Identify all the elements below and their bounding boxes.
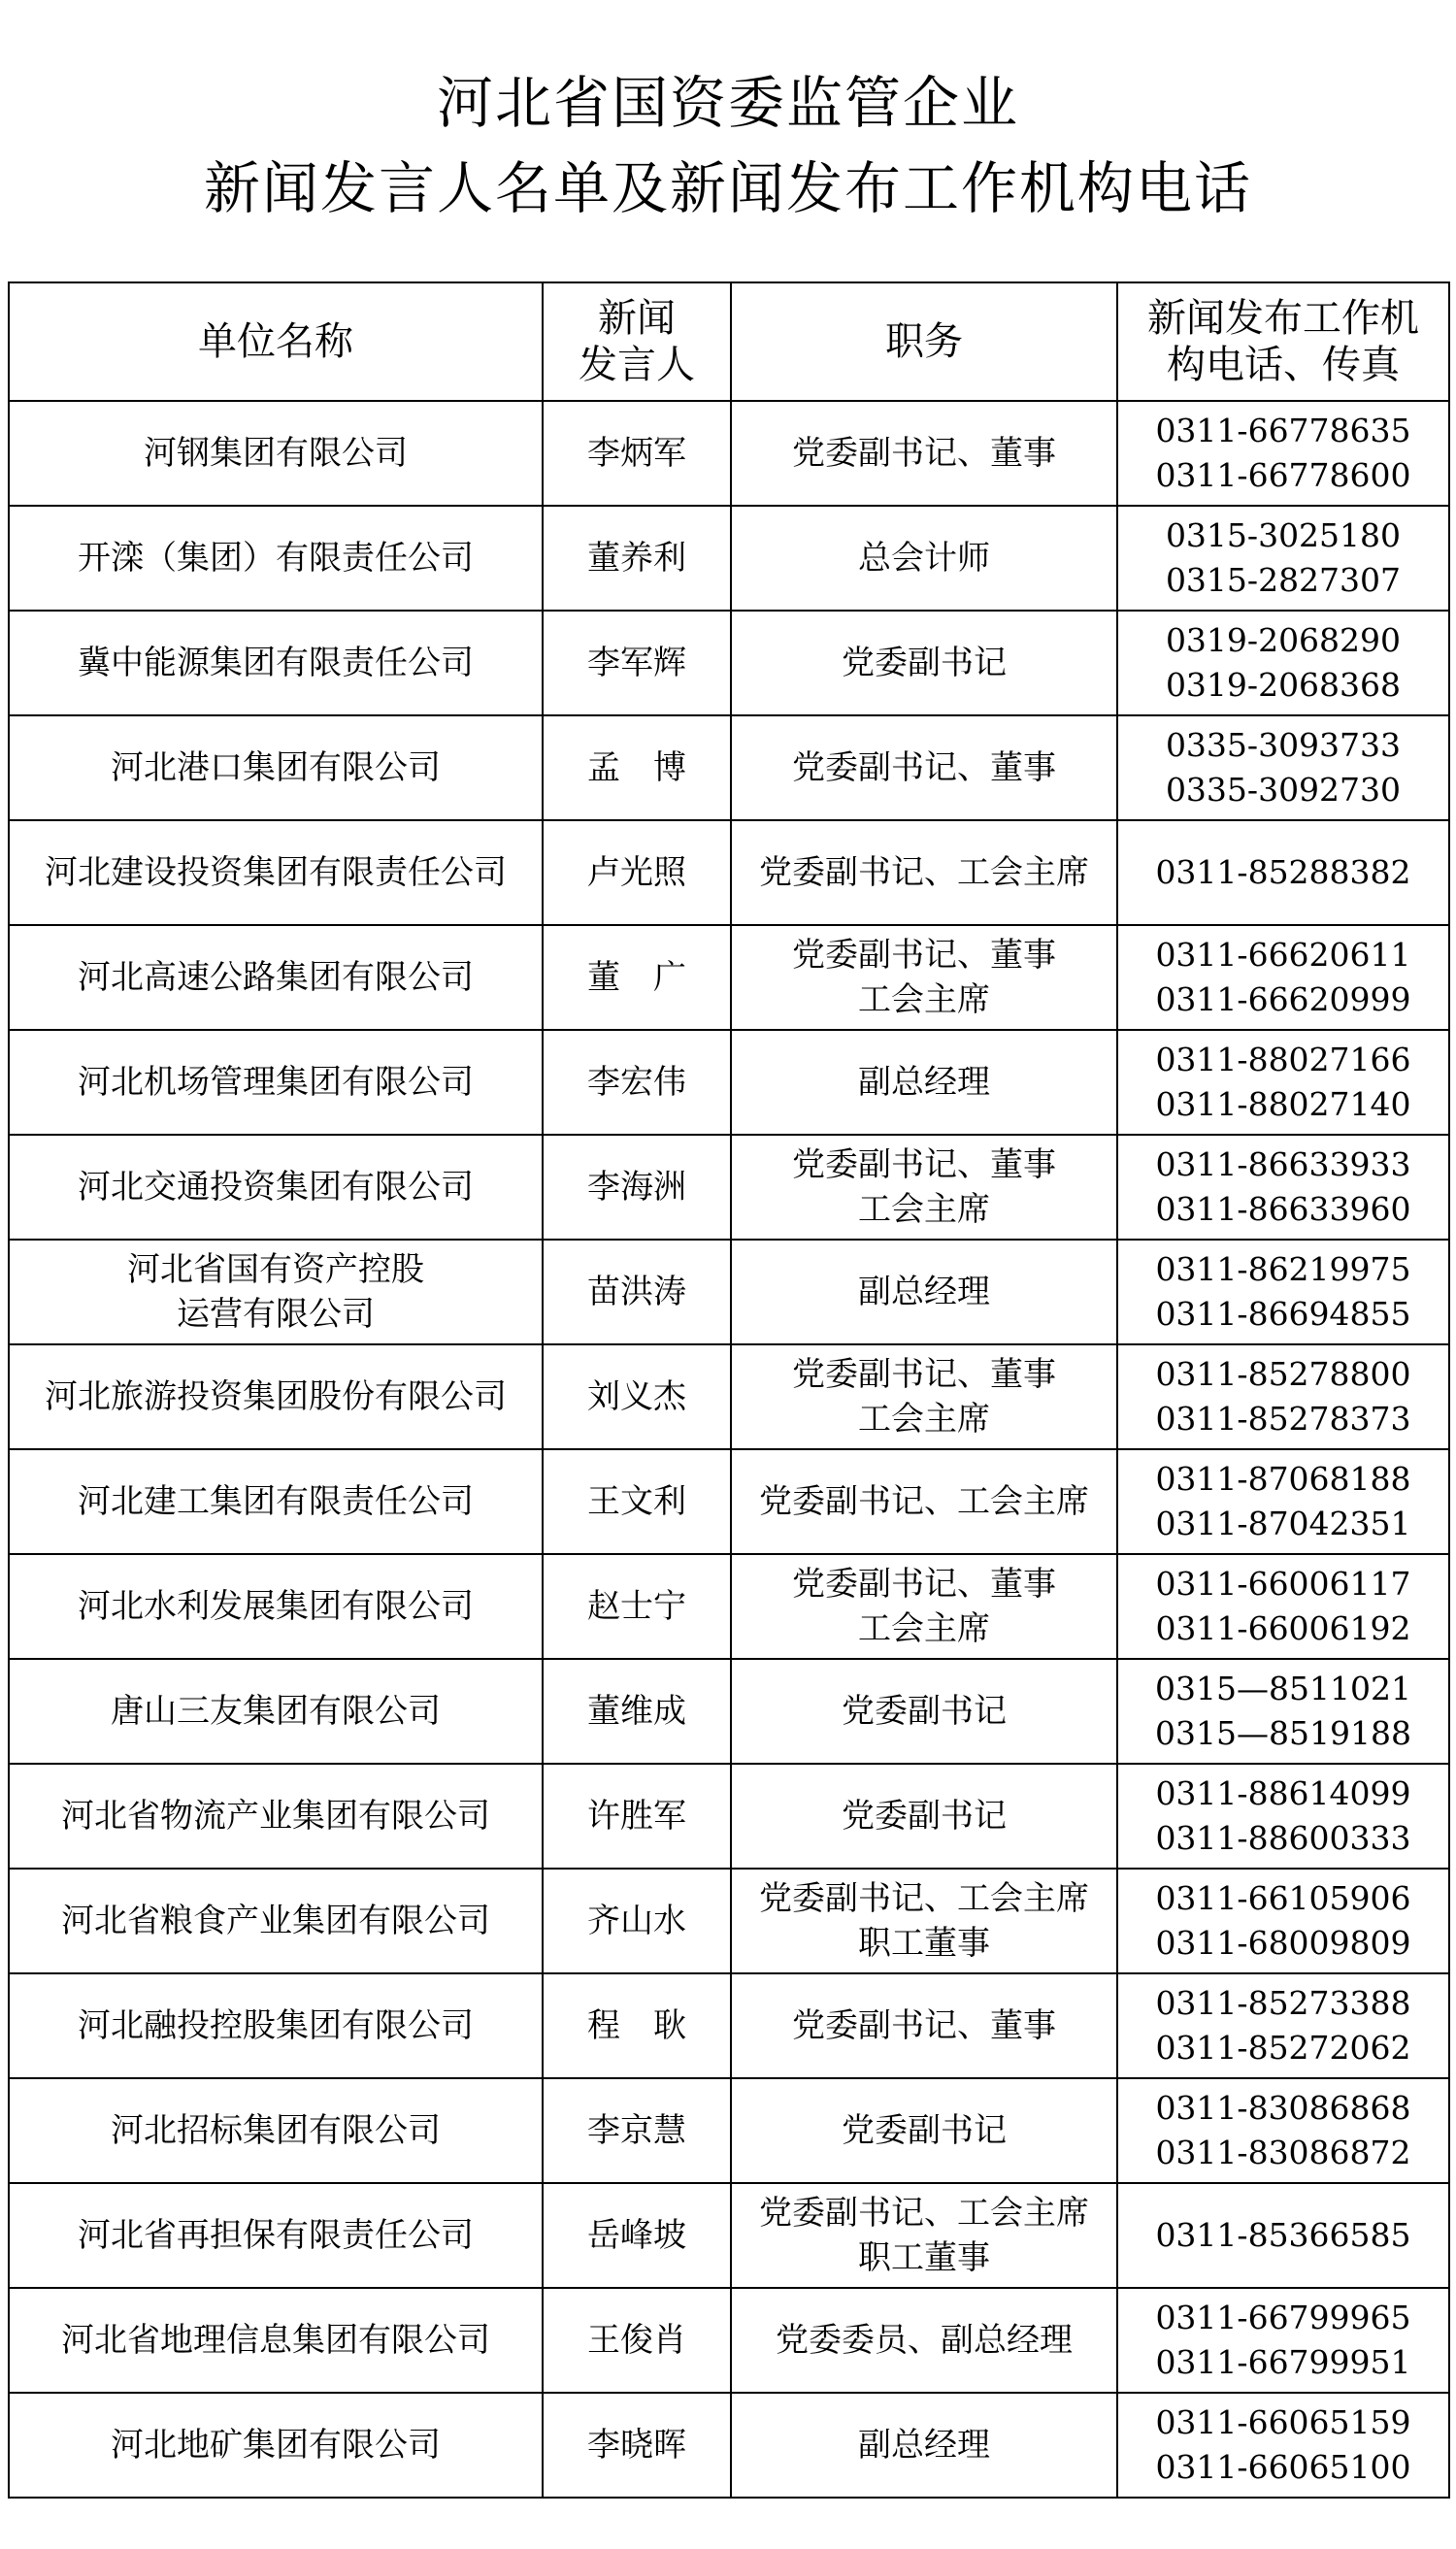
table-body: [9, 401, 1449, 2498]
position-cell: 副总经理: [731, 1030, 1117, 1135]
table-row: [9, 1030, 1449, 1135]
phone-fax-cell: 0311-83086868 0311-83086872: [1117, 2078, 1449, 2183]
table-row: [9, 1344, 1449, 1449]
header-position: 职务: [731, 282, 1117, 401]
phone-fax-cell: 0311-88027166 0311-88027140: [1117, 1030, 1449, 1135]
phone-fax-cell: 0311-66778635 0311-66778600: [1117, 401, 1449, 506]
phone-fax-cell: 0311-86633933 0311-86633960: [1117, 1135, 1449, 1240]
unit-name-cell: 河北机场管理集团有限公司: [9, 1030, 543, 1135]
table-row: [9, 2393, 1449, 2498]
spokesperson-table: [8, 281, 1450, 2499]
spokesperson-cell: 李海洲: [543, 1135, 731, 1240]
unit-name-cell: 河北交通投资集团有限公司: [9, 1135, 543, 1240]
spokesperson-cell: 李晓晖: [543, 2393, 731, 2498]
position-cell: 党委副书记: [731, 1764, 1117, 1869]
unit-name-cell: 开滦（集团）有限责任公司: [9, 506, 543, 611]
table-row: [9, 1554, 1449, 1659]
phone-fax-cell: 0335-3093733 0335-3092730: [1117, 715, 1449, 820]
table-row: [9, 2183, 1449, 2288]
spokesperson-cell: 苗洪涛: [543, 1240, 731, 1344]
table-row: [9, 925, 1449, 1030]
table-row: [9, 1240, 1449, 1344]
spokesperson-cell: 李宏伟: [543, 1030, 731, 1135]
unit-name-cell: 河北省粮食产业集团有限公司: [9, 1869, 543, 1973]
position-cell: 党委副书记、董事 工会主席: [731, 1344, 1117, 1449]
table-row: [9, 2078, 1449, 2183]
title-line-2: 新闻发言人名单及新闻发布工作机构电话: [203, 155, 1252, 221]
position-cell: 党委副书记、董事 工会主席: [731, 1554, 1117, 1659]
table-row: [9, 1764, 1449, 1869]
header-unit: 单位名称: [9, 282, 543, 401]
unit-name-cell: 河北地矿集团有限公司: [9, 2393, 543, 2498]
position-cell: 党委副书记: [731, 1659, 1117, 1764]
position-cell: 副总经理: [731, 1240, 1117, 1344]
unit-name-cell: 河北省再担保有限责任公司: [9, 2183, 543, 2288]
position-cell: 党委副书记、董事: [731, 715, 1117, 820]
unit-name-cell: 河北港口集团有限公司: [9, 715, 543, 820]
phone-fax-cell: 0315-3025180 0315-2827307: [1117, 506, 1449, 611]
phone-fax-cell: 0311-85288382: [1117, 820, 1449, 925]
phone-fax-cell: 0315—8511021 0315—8519188: [1117, 1659, 1449, 1764]
table-row: [9, 2288, 1449, 2393]
unit-name-cell: 河北水利发展集团有限公司: [9, 1554, 543, 1659]
unit-name-cell: 唐山三友集团有限公司: [9, 1659, 543, 1764]
spokesperson-cell: 齐山水: [543, 1869, 731, 1973]
title-line-1: 河北省国资委监管企业: [436, 70, 1019, 136]
spokesperson-cell: 刘义杰: [543, 1344, 731, 1449]
position-cell: 党委副书记、工会主席: [731, 1449, 1117, 1554]
phone-fax-cell: 0311-85278800 0311-85278373: [1117, 1344, 1449, 1449]
spokesperson-cell: 董 广: [543, 925, 731, 1030]
position-cell: 副总经理: [731, 2393, 1117, 2498]
position-cell: 党委副书记、工会主席 职工董事: [731, 1869, 1117, 1973]
spokesperson-cell: 董养利: [543, 506, 731, 611]
position-cell: 党委副书记、董事: [731, 1973, 1117, 2078]
position-cell: 党委委员、副总经理: [731, 2288, 1117, 2393]
phone-fax-cell: 0311-88614099 0311-88600333: [1117, 1764, 1449, 1869]
spokesperson-cell: 程 耿: [543, 1973, 731, 2078]
spokesperson-cell: 孟 博: [543, 715, 731, 820]
unit-name-cell: 河北省物流产业集团有限公司: [9, 1764, 543, 1869]
spokesperson-cell: 赵士宁: [543, 1554, 731, 1659]
position-cell: 党委副书记、工会主席 职工董事: [731, 2183, 1117, 2288]
phone-fax-cell: 0319-2068290 0319-2068368: [1117, 611, 1449, 715]
spokesperson-cell: 李京慧: [543, 2078, 731, 2183]
unit-name-cell: 冀中能源集团有限责任公司: [9, 611, 543, 715]
table-header-row: [9, 282, 1449, 401]
position-cell: 党委副书记、董事 工会主席: [731, 925, 1117, 1030]
unit-name-cell: 河北省国有资产控股 运营有限公司: [9, 1240, 543, 1344]
table-row: [9, 820, 1449, 925]
phone-fax-cell: 0311-66065159 0311-66065100: [1117, 2393, 1449, 2498]
unit-name-cell: 河北招标集团有限公司: [9, 2078, 543, 2183]
spokesperson-cell: 岳峰坡: [543, 2183, 731, 2288]
unit-name-cell: 河北建设投资集团有限责任公司: [9, 820, 543, 925]
spokesperson-cell: 王文利: [543, 1449, 731, 1554]
table-row: [9, 715, 1449, 820]
unit-name-cell: 河北旅游投资集团股份有限公司: [9, 1344, 543, 1449]
phone-fax-cell: 0311-66006117 0311-66006192: [1117, 1554, 1449, 1659]
phone-fax-cell: 0311-66799965 0311-66799951: [1117, 2288, 1449, 2393]
table-row: [9, 611, 1449, 715]
table-row: [9, 1135, 1449, 1240]
spokesperson-cell: 李军辉: [543, 611, 731, 715]
header-phone: 新闻发布工作机 构电话、传真: [1117, 282, 1449, 401]
phone-fax-cell: 0311-86219975 0311-86694855: [1117, 1240, 1449, 1344]
spokesperson-cell: 董维成: [543, 1659, 731, 1764]
phone-fax-cell: 0311-66620611 0311-66620999: [1117, 925, 1449, 1030]
unit-name-cell: 河北融投控股集团有限公司: [9, 1973, 543, 2078]
spokesperson-cell: 李炳军: [543, 401, 731, 506]
unit-name-cell: 河北省地理信息集团有限公司: [9, 2288, 543, 2393]
spokesperson-cell: 卢光照: [543, 820, 731, 925]
table-row: [9, 1869, 1449, 1973]
phone-fax-cell: 0311-85366585: [1117, 2183, 1449, 2288]
document-title: [0, 60, 1456, 231]
spokesperson-cell: 许胜军: [543, 1764, 731, 1869]
position-cell: 党委副书记、工会主席: [731, 820, 1117, 925]
table-row: [9, 1449, 1449, 1554]
phone-fax-cell: 0311-85273388 0311-85272062: [1117, 1973, 1449, 2078]
position-cell: 总会计师: [731, 506, 1117, 611]
unit-name-cell: 河北高速公路集团有限公司: [9, 925, 543, 1030]
table-row: [9, 506, 1449, 611]
position-cell: 党委副书记: [731, 611, 1117, 715]
table-row: [9, 401, 1449, 506]
table-row: [9, 1659, 1449, 1764]
phone-fax-cell: 0311-66105906 0311-68009809: [1117, 1869, 1449, 1973]
phone-fax-cell: 0311-87068188 0311-87042351: [1117, 1449, 1449, 1554]
unit-name-cell: 河钢集团有限公司: [9, 401, 543, 506]
position-cell: 党委副书记、董事: [731, 401, 1117, 506]
spokesperson-cell: 王俊肖: [543, 2288, 731, 2393]
table-row: [9, 1973, 1449, 2078]
header-spokesperson: 新闻 发言人: [543, 282, 731, 401]
unit-name-cell: 河北建工集团有限责任公司: [9, 1449, 543, 1554]
position-cell: 党委副书记: [731, 2078, 1117, 2183]
position-cell: 党委副书记、董事 工会主席: [731, 1135, 1117, 1240]
